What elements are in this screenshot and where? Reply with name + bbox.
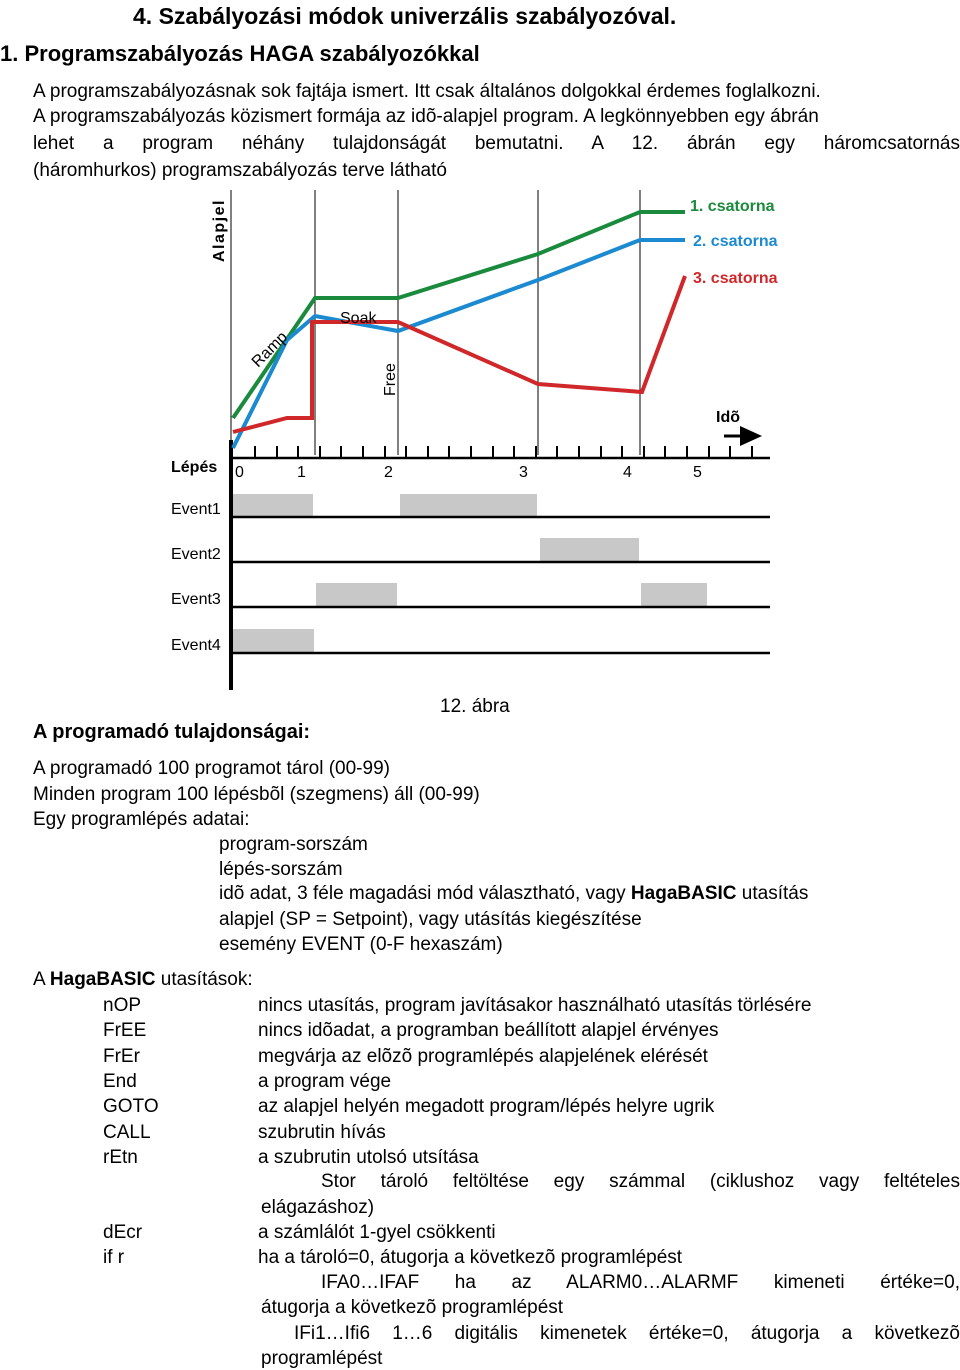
command-name: nOP <box>103 995 142 1016</box>
event2-label: Event2 <box>171 546 221 563</box>
command-description: megvárja az elõzõ programlépés alapjelének elérését <box>258 1046 708 1067</box>
step-data-setpoint: alapjel (SP = Setpoint), vagy utásítás kiegészítése <box>219 909 642 930</box>
command-description: nincs idõadat, a programban beállított alapjel érvényes <box>258 1020 719 1041</box>
time-label: Idõ <box>716 409 740 426</box>
command-description: az alapjel helyén megadott program/lépés helyre ugrik <box>258 1096 715 1117</box>
command-name: CALL <box>103 1122 151 1143</box>
soak-label: Soak <box>340 310 377 327</box>
command-name: End <box>103 1071 137 1092</box>
legend-channel-3: 3. csatorna <box>693 270 778 287</box>
event4-active-block <box>233 629 314 652</box>
event1-label: Event1 <box>171 501 221 518</box>
intro-line-3: lehet a program néhány tulajdonságát bemutatni. A 12. ábrán egy háromcsatornás <box>33 133 960 154</box>
command-name: if r <box>103 1247 125 1268</box>
event1-active-block <box>400 494 537 516</box>
ifa-description-line-2: átugorja a következõ programlépést <box>261 1297 564 1318</box>
command-name: rEtn <box>103 1147 138 1168</box>
intro-line-1: A programszabályozásnak sok fajtája ismert. Itt csak általános dolgokkal érdemes foglalkozni. <box>33 81 821 102</box>
step-4: 4 <box>623 464 632 481</box>
chapter-heading: 4. Szabályozási módok univerzális szabályozóval. <box>133 3 677 29</box>
command-description: nincs utasítás, program javításakor használható utasítás törlésére <box>258 995 812 1016</box>
event3-active-block <box>316 583 397 606</box>
step-1: 1 <box>297 464 306 481</box>
ifa-description-line-1: IFA0…IFAF ha az ALARM0…ALARMF kimeneti értéke=0, <box>321 1272 960 1293</box>
ifi-description-line-2: programlépést <box>261 1348 383 1369</box>
legend-channel-2: 2. csatorna <box>693 233 778 250</box>
command-description: a számlálót 1-gyel csökkenti <box>258 1222 496 1243</box>
channel-1-line <box>233 212 685 418</box>
command-name: FrEr <box>103 1046 140 1067</box>
step-label: Lépés <box>171 459 218 476</box>
properties-line-2: Minden program 100 lépésbõl (szegmens) áll (00-99) <box>33 784 480 805</box>
properties-line-1: A programadó 100 programot tárol (00-99) <box>33 758 390 779</box>
stor-description-line-2: elágazáshoz) <box>261 1197 375 1218</box>
hagabasic-term: HagaBASIC <box>49 969 156 990</box>
time-axis-ticks <box>255 446 752 458</box>
figure-caption: 12. ábra <box>440 696 510 717</box>
command-name: dEcr <box>103 1222 143 1243</box>
ifi-description-line-1: IFi1…Ifi6 1…6 digitális kimenetek értéke=0, átugorja a következõ <box>294 1323 960 1344</box>
command-name: FrEE <box>103 1020 147 1041</box>
step-2: 2 <box>384 464 393 481</box>
event4-label: Event4 <box>171 637 221 654</box>
legend-channel-1: 1. csatorna <box>690 198 775 215</box>
ramp-label: Ramp <box>248 328 292 371</box>
hagabasic-title: A HagaBASIC utasítások: <box>33 969 253 990</box>
step-data-event: esemény EVENT (0-F hexaszám) <box>219 934 503 955</box>
hagabasic-term: HagaBASIC <box>630 883 737 904</box>
command-description: szubrutin hívás <box>258 1122 386 1143</box>
command-description: ha a tároló=0, átugorja a következõ programlépést <box>258 1247 683 1268</box>
command-name: GOTO <box>103 1096 159 1117</box>
command-description: a program vége <box>258 1071 392 1092</box>
stor-description-line-1: Stor tároló feltöltése egy számmal (ciklushoz vagy feltételes <box>321 1171 960 1192</box>
time-arrow-head <box>740 426 762 446</box>
event3-active-block <box>641 583 707 606</box>
intro-line-4: (háromhurkos) programszabályozás terve látható <box>33 160 447 181</box>
step-0: 0 <box>235 464 244 481</box>
y-axis-label: Alapjel <box>211 199 228 262</box>
program-diagram <box>0 185 960 720</box>
properties-title: A programadó tulajdonságai: <box>33 721 311 743</box>
free-label: Free <box>382 363 399 396</box>
event1-active-block <box>233 494 313 516</box>
step-3: 3 <box>519 464 528 481</box>
properties-line-3: Egy programlépés adatai: <box>33 809 250 830</box>
section-heading: 1. Programszabályozás HAGA szabályozókkal <box>0 41 480 66</box>
step-data-time: idõ adat, 3 féle magadási mód választható, vagy HagaBASIC utasítás <box>219 883 809 904</box>
event2-active-block <box>540 538 639 561</box>
intro-line-2: A programszabályozás közismert formája az idõ-alapjel program. A legkönnyebben egy ábrán <box>33 106 819 127</box>
step-data-step-number: lépés-sorszám <box>219 859 343 880</box>
step-data-program-number: program-sorszám <box>219 834 368 855</box>
step-5: 5 <box>693 464 702 481</box>
command-description: a szubrutin utolsó utsítása <box>258 1147 479 1168</box>
channel-3-line <box>233 276 685 432</box>
event3-label: Event3 <box>171 591 221 608</box>
